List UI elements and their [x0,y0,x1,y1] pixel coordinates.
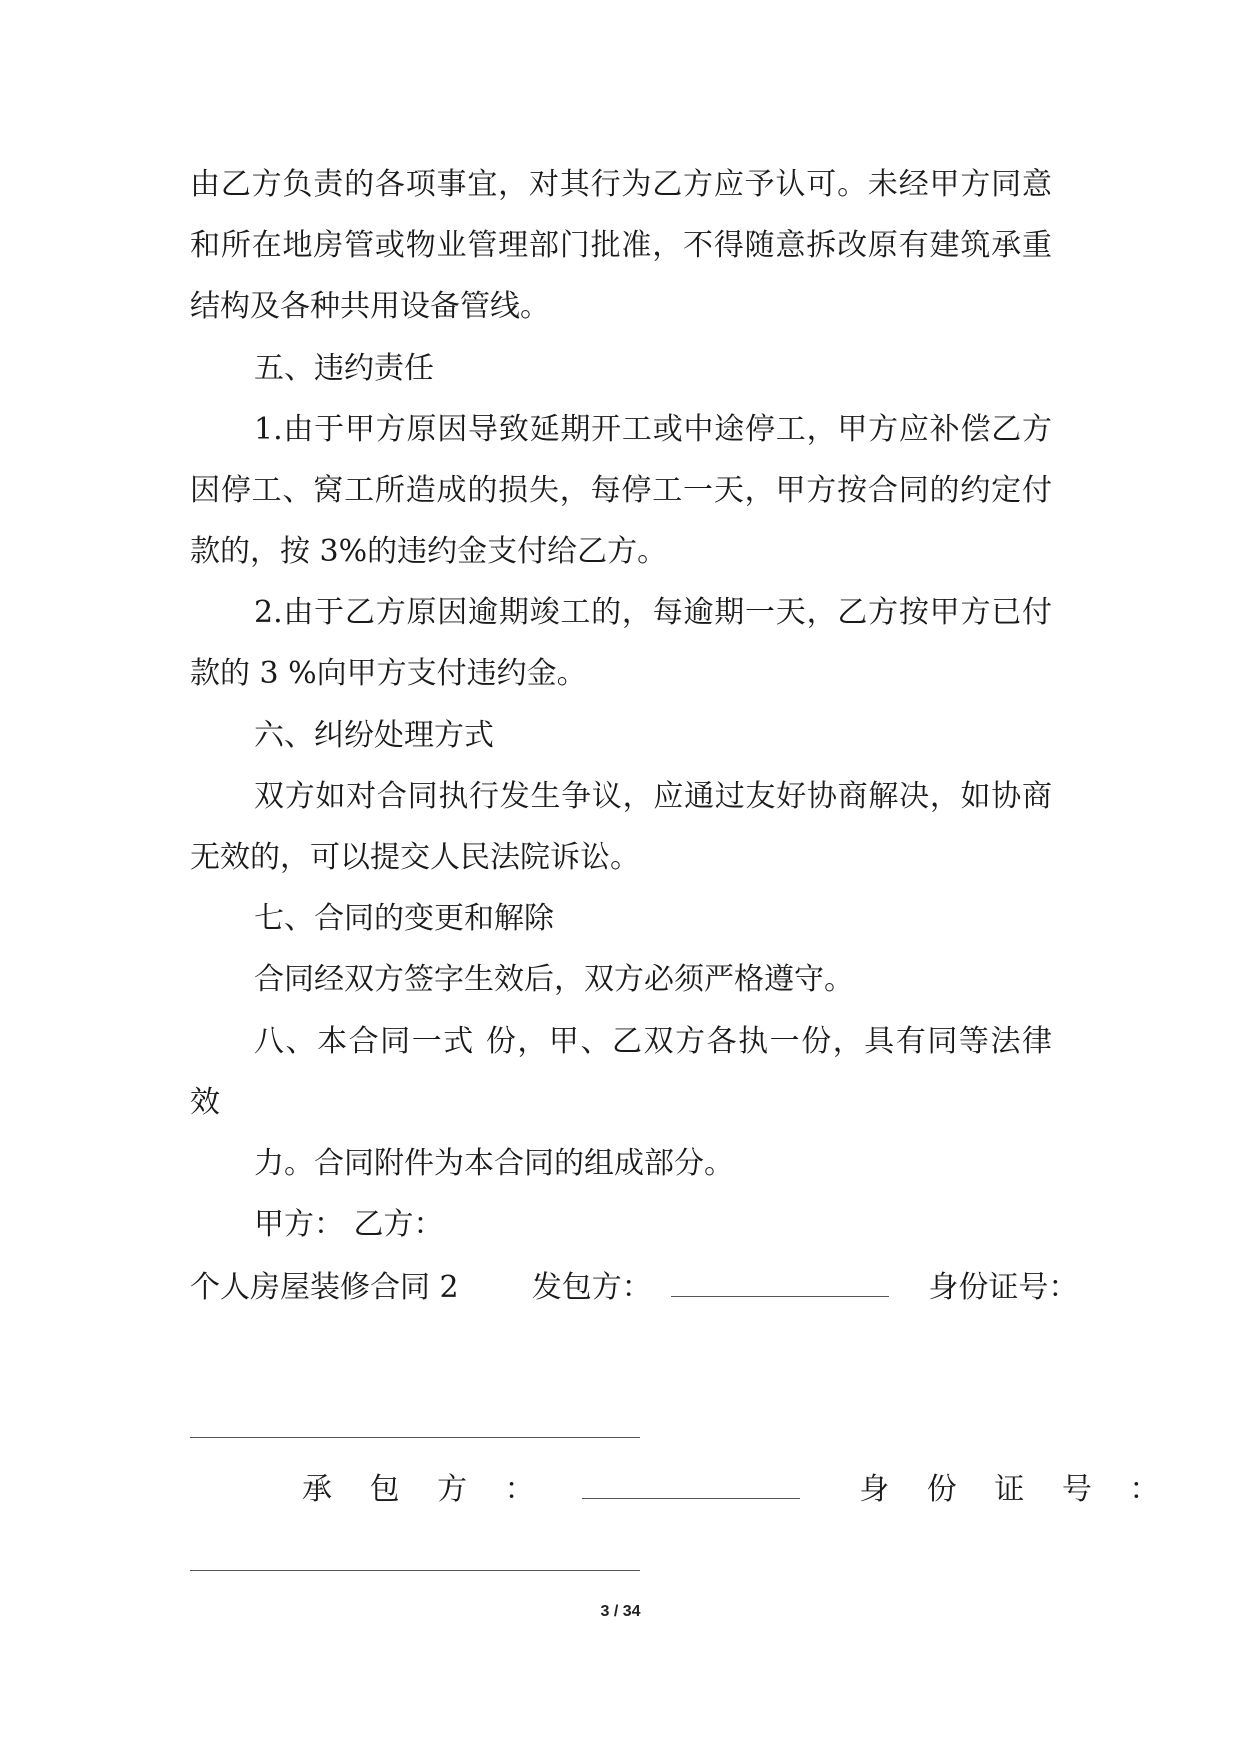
paragraph-line: 双方如对合同执行发生争议，应通过友好协商解决，如协商 [254,779,1052,814]
contractor-blank [671,1266,889,1297]
page-number: 3 / 34 [600,1603,641,1620]
builder-blank [582,1468,800,1499]
builder-line [302,1468,1174,1510]
paragraph-line: 由乙方负责的各项事宜，对其行为乙方应予认可。未经甲方同意 [190,167,1052,202]
contract2-title: 个人房屋装修合同 2 [190,1270,459,1305]
paragraph-line: 和所在地房管或物业管理部门批准，不得随意拆改原有建筑承重 [190,228,1052,263]
contractor-label: 发包方： [531,1270,652,1305]
id-label: 身份证号： [928,1270,1079,1305]
section-heading: 七、合同的变更和解除 [254,901,554,936]
id-blank-line [190,1437,640,1438]
paragraph-line: 1.由于甲方原因导致延期开工或中途停工，甲方应补偿乙方 [254,412,1052,447]
paragraph-line: 因停工、窝工所造成的损失，每停工一天，甲方按合同的约定付 [190,473,1052,508]
paragraph-line: 结构及各种共用设备管线。 [190,289,550,324]
builder-label: 承 包 方 ： [302,1472,549,1507]
paragraph-line: 2.由于乙方原因逾期竣工的，每逾期一天，乙方按甲方已付 [254,595,1052,630]
signature-parties: 甲方： 乙方： [254,1207,444,1242]
paragraph-line: 力。合同附件为本合同的组成部分。 [254,1146,734,1181]
builder-id-label: 身 份 证 号 ： [859,1472,1174,1507]
section-heading: 五、违约责任 [254,351,434,386]
builder-id-blank-line [190,1570,640,1571]
paragraph-line: 合同经双方签字生效后，双方必须严格遵守。 [254,962,854,997]
paragraph-line: 八、本合同一式 份，甲、乙双方各执一份，具有同等法律 [254,1024,1052,1059]
paragraph-line: 款的，按 3%的违约金支付给乙方。 [190,534,668,569]
contract2-header-line [190,1266,1079,1308]
paragraph-line: 效 [190,1085,220,1120]
section-heading: 六、纠纷处理方式 [254,718,494,753]
paragraph-line: 款的 3 %向甲方支付违约金。 [190,656,587,691]
paragraph-line: 无效的，可以提交人民法院诉讼。 [190,840,640,875]
